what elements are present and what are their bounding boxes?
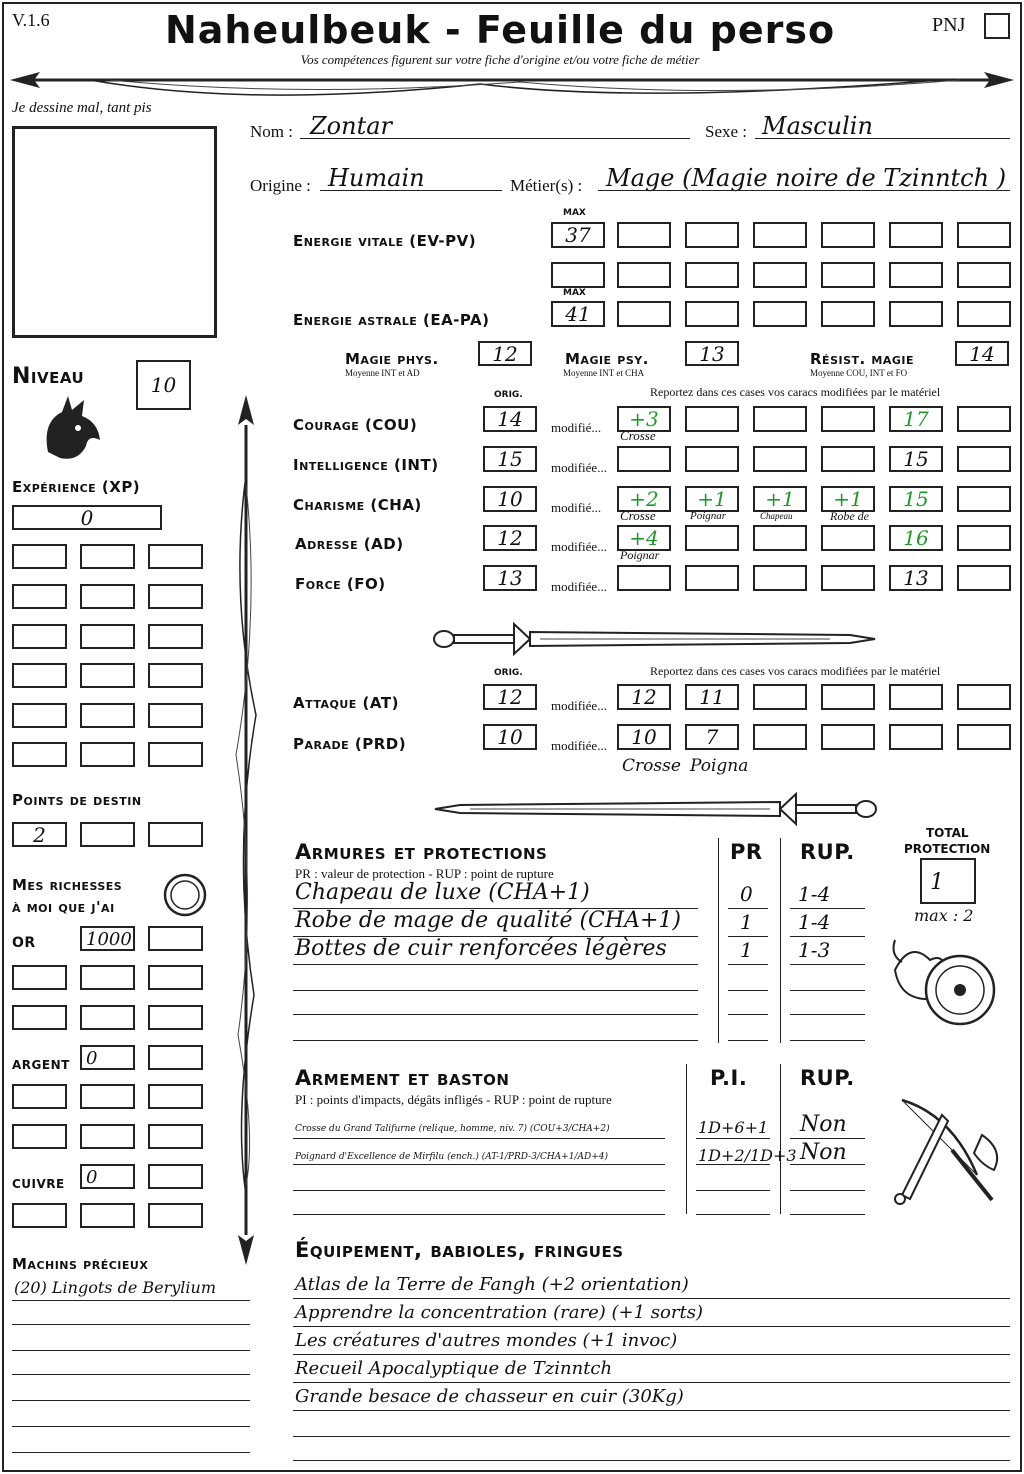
ev-box[interactable]	[617, 222, 671, 248]
xp-track-box[interactable]	[148, 624, 203, 649]
pnj-label: PNJ	[932, 14, 966, 36]
cha-mod-label: modifié...	[551, 500, 602, 515]
resist-magie-note: Moyenne COU, INT et FO	[810, 368, 908, 378]
orig-label: ORIG.	[494, 390, 523, 400]
prd-mod-box[interactable]: 10	[617, 724, 671, 750]
xp-track-box[interactable]	[148, 584, 203, 609]
cou-mod-box[interactable]	[685, 406, 739, 432]
armure-rup[interactable]: 1-3	[798, 938, 831, 962]
magie-psy-label: Magie psy.	[565, 350, 649, 368]
prd-mod-box[interactable]	[957, 724, 1011, 750]
ad-mod-box[interactable]	[957, 525, 1011, 551]
pnj-checkbox[interactable]	[984, 13, 1010, 39]
xp-track-box[interactable]	[148, 703, 203, 728]
equipement-item[interactable]: Apprendre la concentration (rare) (+1 sorts)	[295, 1302, 703, 1323]
or-box[interactable]	[80, 965, 135, 990]
ev-box[interactable]	[753, 262, 807, 288]
sword-divider-icon	[430, 618, 880, 660]
xp-track-box[interactable]	[80, 544, 135, 569]
xp-track-box[interactable]	[12, 703, 67, 728]
argent-box[interactable]: 0	[80, 1045, 135, 1070]
armure-pr[interactable]: 1	[740, 938, 753, 962]
ev-max-label: MAX	[563, 208, 586, 218]
cha-label: Charisme (CHA)	[293, 496, 422, 514]
combat-source: Crosse	[622, 756, 681, 776]
or-box[interactable]	[12, 1005, 67, 1030]
ea-label: Energie astrale (EA-PA)	[293, 311, 490, 329]
resist-magie-label: Résist. magie	[810, 350, 915, 368]
ea-box[interactable]	[821, 301, 875, 327]
argent-box[interactable]	[148, 1084, 203, 1109]
nom-value[interactable]: Zontar	[310, 112, 393, 140]
ad-mod-box[interactable]	[753, 525, 807, 551]
ad-mod-box[interactable]	[685, 525, 739, 551]
at-mod-box[interactable]	[753, 684, 807, 710]
sheet-title: Naheulbeuk - Feuille du perso	[164, 8, 836, 52]
or-box[interactable]	[148, 965, 203, 990]
ev-box[interactable]	[617, 262, 671, 288]
cuivre-box[interactable]	[12, 1203, 67, 1228]
ea-box[interactable]	[617, 301, 671, 327]
xp-track-box[interactable]	[80, 663, 135, 688]
armure-pr[interactable]: 0	[740, 882, 753, 906]
at-mod-box[interactable]: 11	[685, 684, 739, 710]
at-mod-box[interactable]	[889, 684, 943, 710]
armement-note: PI : points d'impacts, dégâts infligés - RUP : point de rupture	[295, 1092, 612, 1107]
arme-pi[interactable]: 1D+2/1D+3	[698, 1146, 797, 1165]
cou-final-box[interactable]: 17	[889, 406, 943, 432]
ea-box[interactable]	[889, 301, 943, 327]
int-mod-label: modifiée...	[551, 460, 607, 475]
armure-name[interactable]: Bottes de cuir renforcées légères	[295, 936, 667, 961]
ev-box[interactable]	[685, 222, 739, 248]
cou-label: Courage (COU)	[293, 416, 418, 434]
armure-rup[interactable]: 1-4	[798, 882, 831, 906]
xp-track-box[interactable]	[148, 544, 203, 569]
xp-track-box[interactable]	[12, 742, 67, 767]
xp-track-box[interactable]	[12, 663, 67, 688]
metier-value[interactable]: Mage (Magie noire de Tzinntch )	[606, 164, 1007, 192]
sword-divider-icon	[430, 788, 880, 830]
xp-box[interactable]: 0	[12, 505, 162, 530]
armure-name[interactable]: Chapeau de luxe (CHA+1)	[295, 880, 590, 905]
rup-header: RUP.	[800, 1066, 855, 1090]
cou-mod-label: modifié...	[551, 420, 602, 435]
ea-max-box[interactable]: 41	[551, 301, 605, 327]
int-mod-box[interactable]	[753, 446, 807, 472]
xp-label: Expérience (XP)	[12, 478, 141, 496]
at-label: Attaque (AT)	[293, 694, 399, 712]
richesses-label: Mes richesses	[12, 876, 123, 894]
magie-psy-note: Moyenne INT et CHA	[563, 368, 645, 378]
ad-mod-label: modifiée...	[551, 539, 607, 554]
ev-box[interactable]	[821, 262, 875, 288]
ad-orig-box[interactable]: 12	[483, 525, 537, 551]
xp-track-box[interactable]	[148, 663, 203, 688]
or-box[interactable]	[12, 965, 67, 990]
ev-label: Energie vitale (EV-PV)	[293, 232, 477, 250]
cuivre-box[interactable]: 0	[80, 1164, 135, 1189]
cha-bonus-box[interactable]: +1	[685, 486, 739, 512]
cha-bonus-box[interactable]: +1	[753, 486, 807, 512]
prd-mod-box[interactable]	[821, 724, 875, 750]
argent-box[interactable]	[12, 1084, 67, 1109]
cha-orig-box[interactable]: 10	[483, 486, 537, 512]
spear-divider-vertical	[228, 395, 264, 1265]
cha-bonus-box[interactable]: +1	[821, 486, 875, 512]
pr-header: PR	[730, 840, 763, 864]
xp-track-box[interactable]	[12, 624, 67, 649]
at-mod-box[interactable]	[821, 684, 875, 710]
prd-mod-box[interactable]	[753, 724, 807, 750]
cou-mod-box[interactable]	[821, 406, 875, 432]
helmet-shield-icon	[890, 930, 1000, 1040]
origine-label: Origine :	[250, 176, 311, 195]
equipement-item[interactable]: Recueil Apocalyptique de Tzinntch	[295, 1358, 613, 1379]
ea-box[interactable]	[957, 301, 1011, 327]
cou-bonus-box[interactable]: +3	[617, 406, 671, 432]
magie-phys-note: Moyenne INT et AD	[345, 368, 420, 378]
resist-magie-box[interactable]: 14	[955, 341, 1009, 366]
sheet-subtitle: Vos compétences figurent sur votre fiche d'origine et/ou votre fiche de métier	[300, 52, 700, 67]
fo-mod-box[interactable]	[753, 565, 807, 591]
xp-track-box[interactable]	[12, 584, 67, 609]
or-box[interactable]	[148, 1005, 203, 1030]
ad-mod-box[interactable]	[821, 525, 875, 551]
arme-pi[interactable]: 1D+6+1	[698, 1118, 769, 1137]
cha-bonus-box[interactable]: +2	[617, 486, 671, 512]
int-orig-box[interactable]: 15	[483, 446, 537, 472]
arme-rup[interactable]: Non	[800, 1112, 847, 1137]
ev-box[interactable]	[821, 222, 875, 248]
cha-final-box[interactable]: 15	[889, 486, 943, 512]
destin-box[interactable]	[80, 822, 135, 847]
ad-final-box[interactable]: 16	[889, 525, 943, 551]
argent-box[interactable]	[12, 1124, 67, 1149]
weapons-icon	[882, 1095, 1007, 1215]
cou-orig-box[interactable]: 14	[483, 406, 537, 432]
fo-mod-box[interactable]	[617, 565, 671, 591]
ev-box[interactable]	[551, 262, 605, 288]
fo-mod-box[interactable]	[957, 565, 1011, 591]
prd-mod-box[interactable]	[889, 724, 943, 750]
armement-title: Armement et baston	[295, 1066, 510, 1090]
arme-rup[interactable]: Non	[800, 1140, 847, 1165]
xp-track-box[interactable]	[80, 584, 135, 609]
magie-psy-box[interactable]: 13	[685, 341, 739, 366]
ev-max-box[interactable]: 37	[551, 222, 605, 248]
fo-mod-label: modifiée...	[551, 579, 607, 594]
int-label: Intelligence (INT)	[293, 456, 439, 474]
armure-pr[interactable]: 1	[740, 910, 753, 934]
report-note: Reportez dans ces cases vos caracs modifiées par le matériel	[650, 385, 941, 399]
cuivre-box[interactable]	[148, 1164, 203, 1189]
cou-bonus-source: Crosse	[620, 428, 656, 443]
ev-box[interactable]	[685, 262, 739, 288]
int-mod-box[interactable]	[685, 446, 739, 472]
niveau-label: Niveau	[12, 364, 85, 389]
cuivre-box[interactable]	[148, 1203, 203, 1228]
at-orig-box[interactable]: 12	[483, 684, 537, 710]
cha-bonus-source: Poignar	[690, 510, 727, 522]
portrait-box[interactable]	[12, 126, 217, 338]
machin-item[interactable]: (20) Lingots de Berylium	[14, 1278, 216, 1297]
xp-track-box[interactable]	[80, 624, 135, 649]
ev-box[interactable]	[889, 262, 943, 288]
or-label: OR	[12, 935, 36, 951]
ea-box[interactable]	[685, 301, 739, 327]
ad-bonus-box[interactable]: +4	[617, 525, 671, 551]
nom-label: Nom :	[250, 122, 293, 141]
sexe-value[interactable]: Masculin	[762, 112, 873, 140]
cou-mod-box[interactable]	[957, 406, 1011, 432]
cha-mod-box[interactable]	[957, 486, 1011, 512]
destin-box[interactable]: 2	[12, 822, 67, 847]
at-mod-label: modifiée...	[551, 698, 607, 713]
fo-final-box[interactable]: 13	[889, 565, 943, 591]
portrait-caption: Je dessine mal, tant pis	[12, 100, 152, 116]
combat-source: Poigna	[690, 756, 749, 776]
int-mod-box[interactable]	[957, 446, 1011, 472]
xp-track-box[interactable]	[12, 544, 67, 569]
cou-mod-box[interactable]	[753, 406, 807, 432]
armure-rup[interactable]: 1-4	[798, 910, 831, 934]
ad-bonus-source: Poignar	[620, 548, 660, 562]
machins-label: Machins précieux	[12, 1255, 149, 1273]
or-box[interactable]: 1000	[80, 926, 135, 951]
magie-phys-label: Magie phys.	[345, 350, 439, 368]
ad-label: Adresse (AD)	[295, 535, 404, 553]
rup-header: RUP.	[800, 840, 855, 864]
metier-label: Métier(s) :	[510, 176, 583, 195]
pi-header: P.I.	[710, 1066, 748, 1090]
arme-name[interactable]: Crosse du Grand Talifurne (relique, homme, niv. 7) (COU+3/CHA+2)	[295, 1124, 610, 1134]
at-mod-box[interactable]	[957, 684, 1011, 710]
sexe-label: Sexe :	[705, 122, 748, 141]
or-box[interactable]	[80, 1005, 135, 1030]
equipement-item[interactable]: Atlas de la Terre de Fangh (+2 orientation)	[295, 1274, 689, 1295]
cuivre-box[interactable]	[80, 1203, 135, 1228]
spear-divider-top	[0, 60, 1024, 110]
or-box[interactable]	[148, 926, 203, 951]
combat-orig-label: ORIG.	[494, 668, 523, 678]
arme-name[interactable]: Poignard d'Excellence de Mirfilu (ench.) (AT-1/PRD-3/CHA+1/AD+4)	[295, 1152, 608, 1162]
ev-box[interactable]	[753, 222, 807, 248]
destin-label: Points de destin	[12, 791, 142, 809]
ev-box[interactable]	[957, 262, 1011, 288]
xp-track-box[interactable]	[80, 703, 135, 728]
cuivre-label: CUIVRE	[12, 1177, 65, 1191]
armures-note: PR : valeur de protection - RUP : point de rupture	[295, 866, 554, 881]
fo-mod-box[interactable]	[821, 565, 875, 591]
ev-box[interactable]	[957, 222, 1011, 248]
cha-bonus-source: Crosse	[620, 508, 656, 523]
cha-bonus-source: Robe de	[830, 509, 869, 523]
argent-box[interactable]	[148, 1045, 203, 1070]
equipement-item[interactable]: Les créatures d'autres mondes (+1 invoc)	[295, 1330, 678, 1351]
prd-mod-box[interactable]: 7	[685, 724, 739, 750]
argent-box[interactable]	[148, 1124, 203, 1149]
total-protection-box[interactable]: 1	[920, 858, 976, 904]
fo-mod-box[interactable]	[685, 565, 739, 591]
destin-box[interactable]	[148, 822, 203, 847]
max-protection-note: max : 2	[914, 906, 974, 925]
at-mod-box[interactable]: 12	[617, 684, 671, 710]
niveau-box[interactable]: 10	[136, 360, 191, 410]
prd-orig-box[interactable]: 10	[483, 724, 537, 750]
dragon-icon	[38, 392, 106, 464]
fo-orig-box[interactable]: 13	[483, 565, 537, 591]
origine-value[interactable]: Humain	[328, 164, 425, 192]
xp-track-box[interactable]	[148, 742, 203, 767]
equipement-item[interactable]: Grande besace de chasseur en cuir (30Kg)	[295, 1386, 684, 1407]
fo-label: Force (FO)	[295, 575, 386, 593]
prd-mod-label: modifiée...	[551, 738, 607, 753]
version-label: V.1.6	[12, 10, 50, 30]
equipement-title: Équipement, babioles, fringues	[295, 1238, 624, 1262]
argent-label: ARGENT	[12, 1058, 70, 1072]
total-protection-label: PROTECTION	[904, 842, 991, 856]
armures-title: Armures et protections	[295, 840, 548, 864]
int-mod-box[interactable]	[617, 446, 671, 472]
coin-icon	[162, 872, 208, 918]
total-protection-label: TOTAL	[926, 826, 969, 840]
magie-phys-box[interactable]: 12	[478, 341, 532, 366]
ea-max-label: MAX	[563, 288, 586, 298]
xp-track-box[interactable]	[80, 742, 135, 767]
argent-box[interactable]	[80, 1084, 135, 1109]
ea-box[interactable]	[753, 301, 807, 327]
ev-box[interactable]	[889, 222, 943, 248]
cha-bonus-source: Chapeau	[760, 511, 793, 521]
int-final-box[interactable]: 15	[889, 446, 943, 472]
int-mod-box[interactable]	[821, 446, 875, 472]
armure-name[interactable]: Robe de mage de qualité (CHA+1)	[295, 908, 681, 933]
richesses-label: à moi que j'ai	[12, 898, 115, 916]
prd-label: Parade (PRD)	[293, 735, 407, 753]
combat-report-note: Reportez dans ces cases vos caracs modifiées par le matériel	[650, 664, 941, 678]
argent-box[interactable]	[80, 1124, 135, 1149]
